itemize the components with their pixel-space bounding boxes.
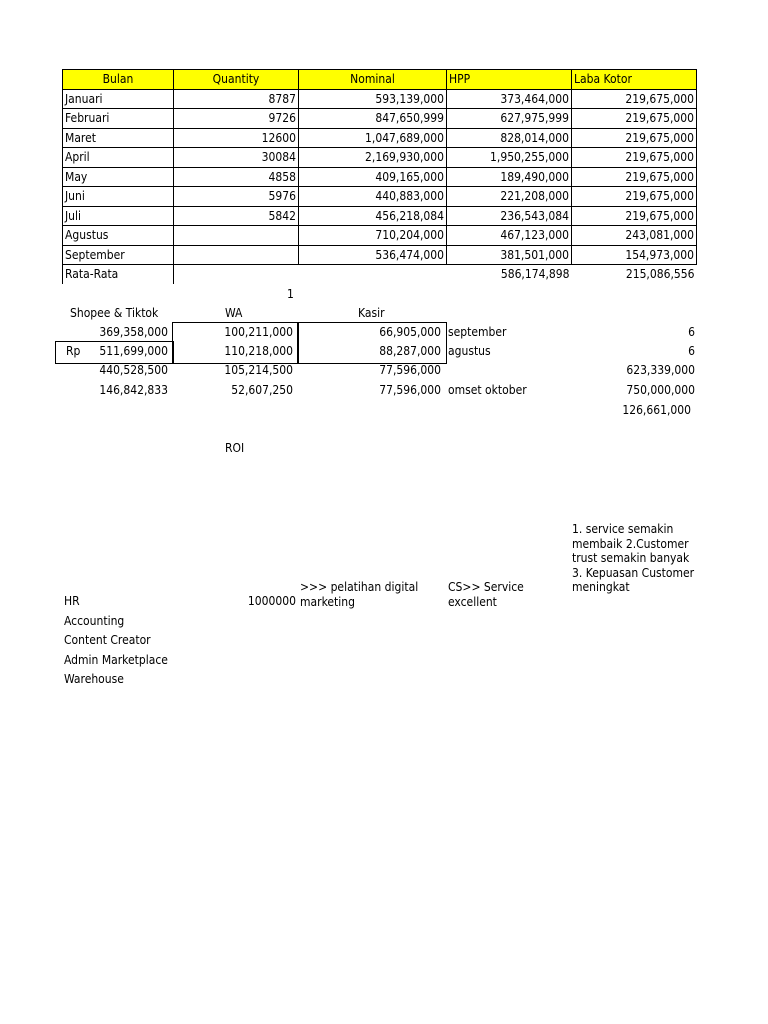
kasir-value[interactable]: 66,905,000 bbox=[379, 325, 441, 339]
average-empty[interactable] bbox=[299, 265, 447, 284]
cell-hpp[interactable]: 467,123,000 bbox=[447, 226, 572, 246]
header-laba-kotor[interactable]: Laba Kotor bbox=[572, 70, 697, 90]
period-value[interactable]: 6 bbox=[688, 325, 695, 339]
kasir-value[interactable]: 77,596,000 bbox=[379, 383, 441, 397]
kasir-value[interactable]: 77,596,000 bbox=[379, 363, 441, 377]
cell-laba[interactable]: 154,973,000 bbox=[572, 245, 697, 265]
header-shopee-tiktok[interactable]: Shopee & Tiktok bbox=[70, 306, 159, 320]
period-label[interactable]: agustus bbox=[448, 344, 491, 358]
cell-nominal[interactable]: 710,204,000 bbox=[299, 226, 447, 246]
average-hpp[interactable]: 586,174,898 bbox=[447, 265, 572, 284]
table-row bbox=[63, 206, 697, 226]
table-row bbox=[63, 226, 697, 246]
period-value[interactable]: 6 bbox=[688, 344, 695, 358]
table-row bbox=[63, 148, 697, 168]
cell-hpp[interactable]: 381,501,000 bbox=[447, 245, 572, 265]
average-laba[interactable]: 215,086,556 bbox=[572, 265, 697, 284]
cell-laba[interactable]: 219,675,000 bbox=[572, 148, 697, 168]
table-row bbox=[63, 109, 697, 129]
cell-nominal[interactable]: 456,218,084 bbox=[299, 206, 447, 226]
average-label[interactable]: Rata-Rata bbox=[63, 265, 174, 284]
header-kasir[interactable]: Kasir bbox=[358, 306, 385, 320]
shopee-value[interactable]: 369,358,000 bbox=[99, 325, 168, 339]
marker-value[interactable]: 1 bbox=[287, 287, 294, 301]
average-row bbox=[63, 265, 697, 284]
roi-benefits[interactable]: 1. service semakin membaik 2.Customer trust semakin banyak 3. Kepuasan Customer meningkat bbox=[572, 522, 695, 594]
table-row bbox=[63, 89, 697, 109]
cell-laba[interactable]: 219,675,000 bbox=[572, 128, 697, 148]
table-row bbox=[63, 167, 697, 187]
roi-training[interactable]: >>> pelatihan digital marketing bbox=[300, 580, 419, 609]
header-wa[interactable]: WA bbox=[225, 306, 243, 320]
monthly-sales-table bbox=[62, 69, 697, 284]
period-label[interactable]: september bbox=[448, 325, 507, 339]
table-row bbox=[63, 187, 697, 207]
header-hpp[interactable]: HPP bbox=[447, 70, 572, 90]
cell-quantity[interactable]: 4858 bbox=[174, 167, 299, 187]
cell-nominal[interactable]: 536,474,000 bbox=[299, 245, 447, 265]
cell-bulan[interactable]: Juli bbox=[63, 206, 174, 226]
wa-value[interactable]: 110,218,000 bbox=[224, 344, 293, 358]
cell-nominal[interactable]: 409,165,000 bbox=[299, 167, 447, 187]
table-row bbox=[63, 128, 697, 148]
cell-nominal[interactable]: 2,169,930,000 bbox=[299, 148, 447, 168]
cell-hpp[interactable]: 221,208,000 bbox=[447, 187, 572, 207]
cell-hpp[interactable]: 189,490,000 bbox=[447, 167, 572, 187]
cell-nominal[interactable]: 847,650,999 bbox=[299, 109, 447, 129]
header-quantity[interactable]: Quantity bbox=[174, 70, 299, 90]
cell-bulan[interactable]: Maret bbox=[63, 128, 174, 148]
cell-nominal[interactable]: 593,139,000 bbox=[299, 89, 447, 109]
cell-quantity[interactable]: 5842 bbox=[174, 206, 299, 226]
wa-value[interactable]: 100,211,000 bbox=[224, 325, 293, 339]
shopee-value[interactable]: 511,699,000 bbox=[99, 344, 168, 358]
cell-quantity[interactable]: 30084 bbox=[174, 148, 299, 168]
cell-laba[interactable]: 243,081,000 bbox=[572, 226, 697, 246]
cell-quantity[interactable]: 9726 bbox=[174, 109, 299, 129]
department-item[interactable]: Admin Marketplace bbox=[64, 652, 168, 667]
currency-label[interactable]: Rp bbox=[66, 344, 81, 358]
cell-bulan[interactable]: Agustus bbox=[63, 226, 174, 246]
department-item[interactable]: Content Creator bbox=[64, 633, 151, 647]
shopee-value[interactable]: 440,528,500 bbox=[99, 363, 168, 377]
cell-laba[interactable]: 219,675,000 bbox=[572, 89, 697, 109]
cell-hpp[interactable]: 828,014,000 bbox=[447, 128, 572, 148]
average-empty[interactable] bbox=[174, 265, 299, 284]
period-value[interactable]: 623,339,000 bbox=[626, 363, 695, 377]
cell-hpp[interactable]: 1,950,255,000 bbox=[447, 148, 572, 168]
period-label[interactable]: omset oktober bbox=[448, 383, 527, 397]
cell-hpp[interactable]: 373,464,000 bbox=[447, 89, 572, 109]
kasir-value[interactable]: 88,287,000 bbox=[379, 344, 441, 358]
table-row bbox=[63, 245, 697, 265]
cell-hpp[interactable]: 236,543,084 bbox=[447, 206, 572, 226]
cell-quantity[interactable]: 8787 bbox=[174, 89, 299, 109]
cell-nominal[interactable]: 440,883,000 bbox=[299, 187, 447, 207]
cell-bulan[interactable]: Juni bbox=[63, 187, 174, 207]
cell-laba[interactable]: 219,675,000 bbox=[572, 206, 697, 226]
cell-hpp[interactable]: 627,975,999 bbox=[447, 109, 572, 129]
cell-bulan[interactable]: September bbox=[63, 245, 174, 265]
department-item[interactable]: Accounting bbox=[64, 613, 125, 628]
department-item[interactable]: HR bbox=[64, 594, 80, 608]
cell-quantity[interactable]: 12600 bbox=[174, 128, 299, 148]
cell-bulan[interactable]: April bbox=[63, 148, 174, 168]
cell-laba[interactable]: 219,675,000 bbox=[572, 109, 697, 129]
cell-laba[interactable]: 219,675,000 bbox=[572, 187, 697, 207]
cell-bulan[interactable]: Februari bbox=[63, 109, 174, 129]
wa-value[interactable]: 105,214,500 bbox=[224, 363, 293, 377]
cell-laba[interactable]: 219,675,000 bbox=[572, 167, 697, 187]
header-bulan[interactable]: Bulan bbox=[63, 70, 174, 90]
roi-cs[interactable]: CS>> Service excellent bbox=[448, 580, 524, 609]
wa-value[interactable]: 52,607,250 bbox=[231, 383, 293, 397]
cell-quantity[interactable]: 5976 bbox=[174, 187, 299, 207]
extra-value[interactable]: 126,661,000 bbox=[622, 403, 691, 417]
department-item[interactable]: Warehouse bbox=[64, 672, 124, 686]
roi-amount[interactable]: 1000000 bbox=[247, 594, 296, 608]
cell-nominal[interactable]: 1,047,689,000 bbox=[299, 128, 447, 148]
shopee-value[interactable]: 146,842,833 bbox=[99, 383, 168, 397]
header-nominal[interactable]: Nominal bbox=[299, 70, 447, 90]
roi-title[interactable]: ROI bbox=[225, 441, 245, 455]
period-value[interactable]: 750,000,000 bbox=[626, 383, 695, 397]
cell-bulan[interactable]: Januari bbox=[63, 89, 174, 109]
cell-bulan[interactable]: May bbox=[63, 167, 174, 187]
cell-quantity[interactable] bbox=[174, 226, 299, 246]
cell-quantity[interactable] bbox=[174, 245, 299, 265]
table-header-row bbox=[63, 70, 697, 90]
